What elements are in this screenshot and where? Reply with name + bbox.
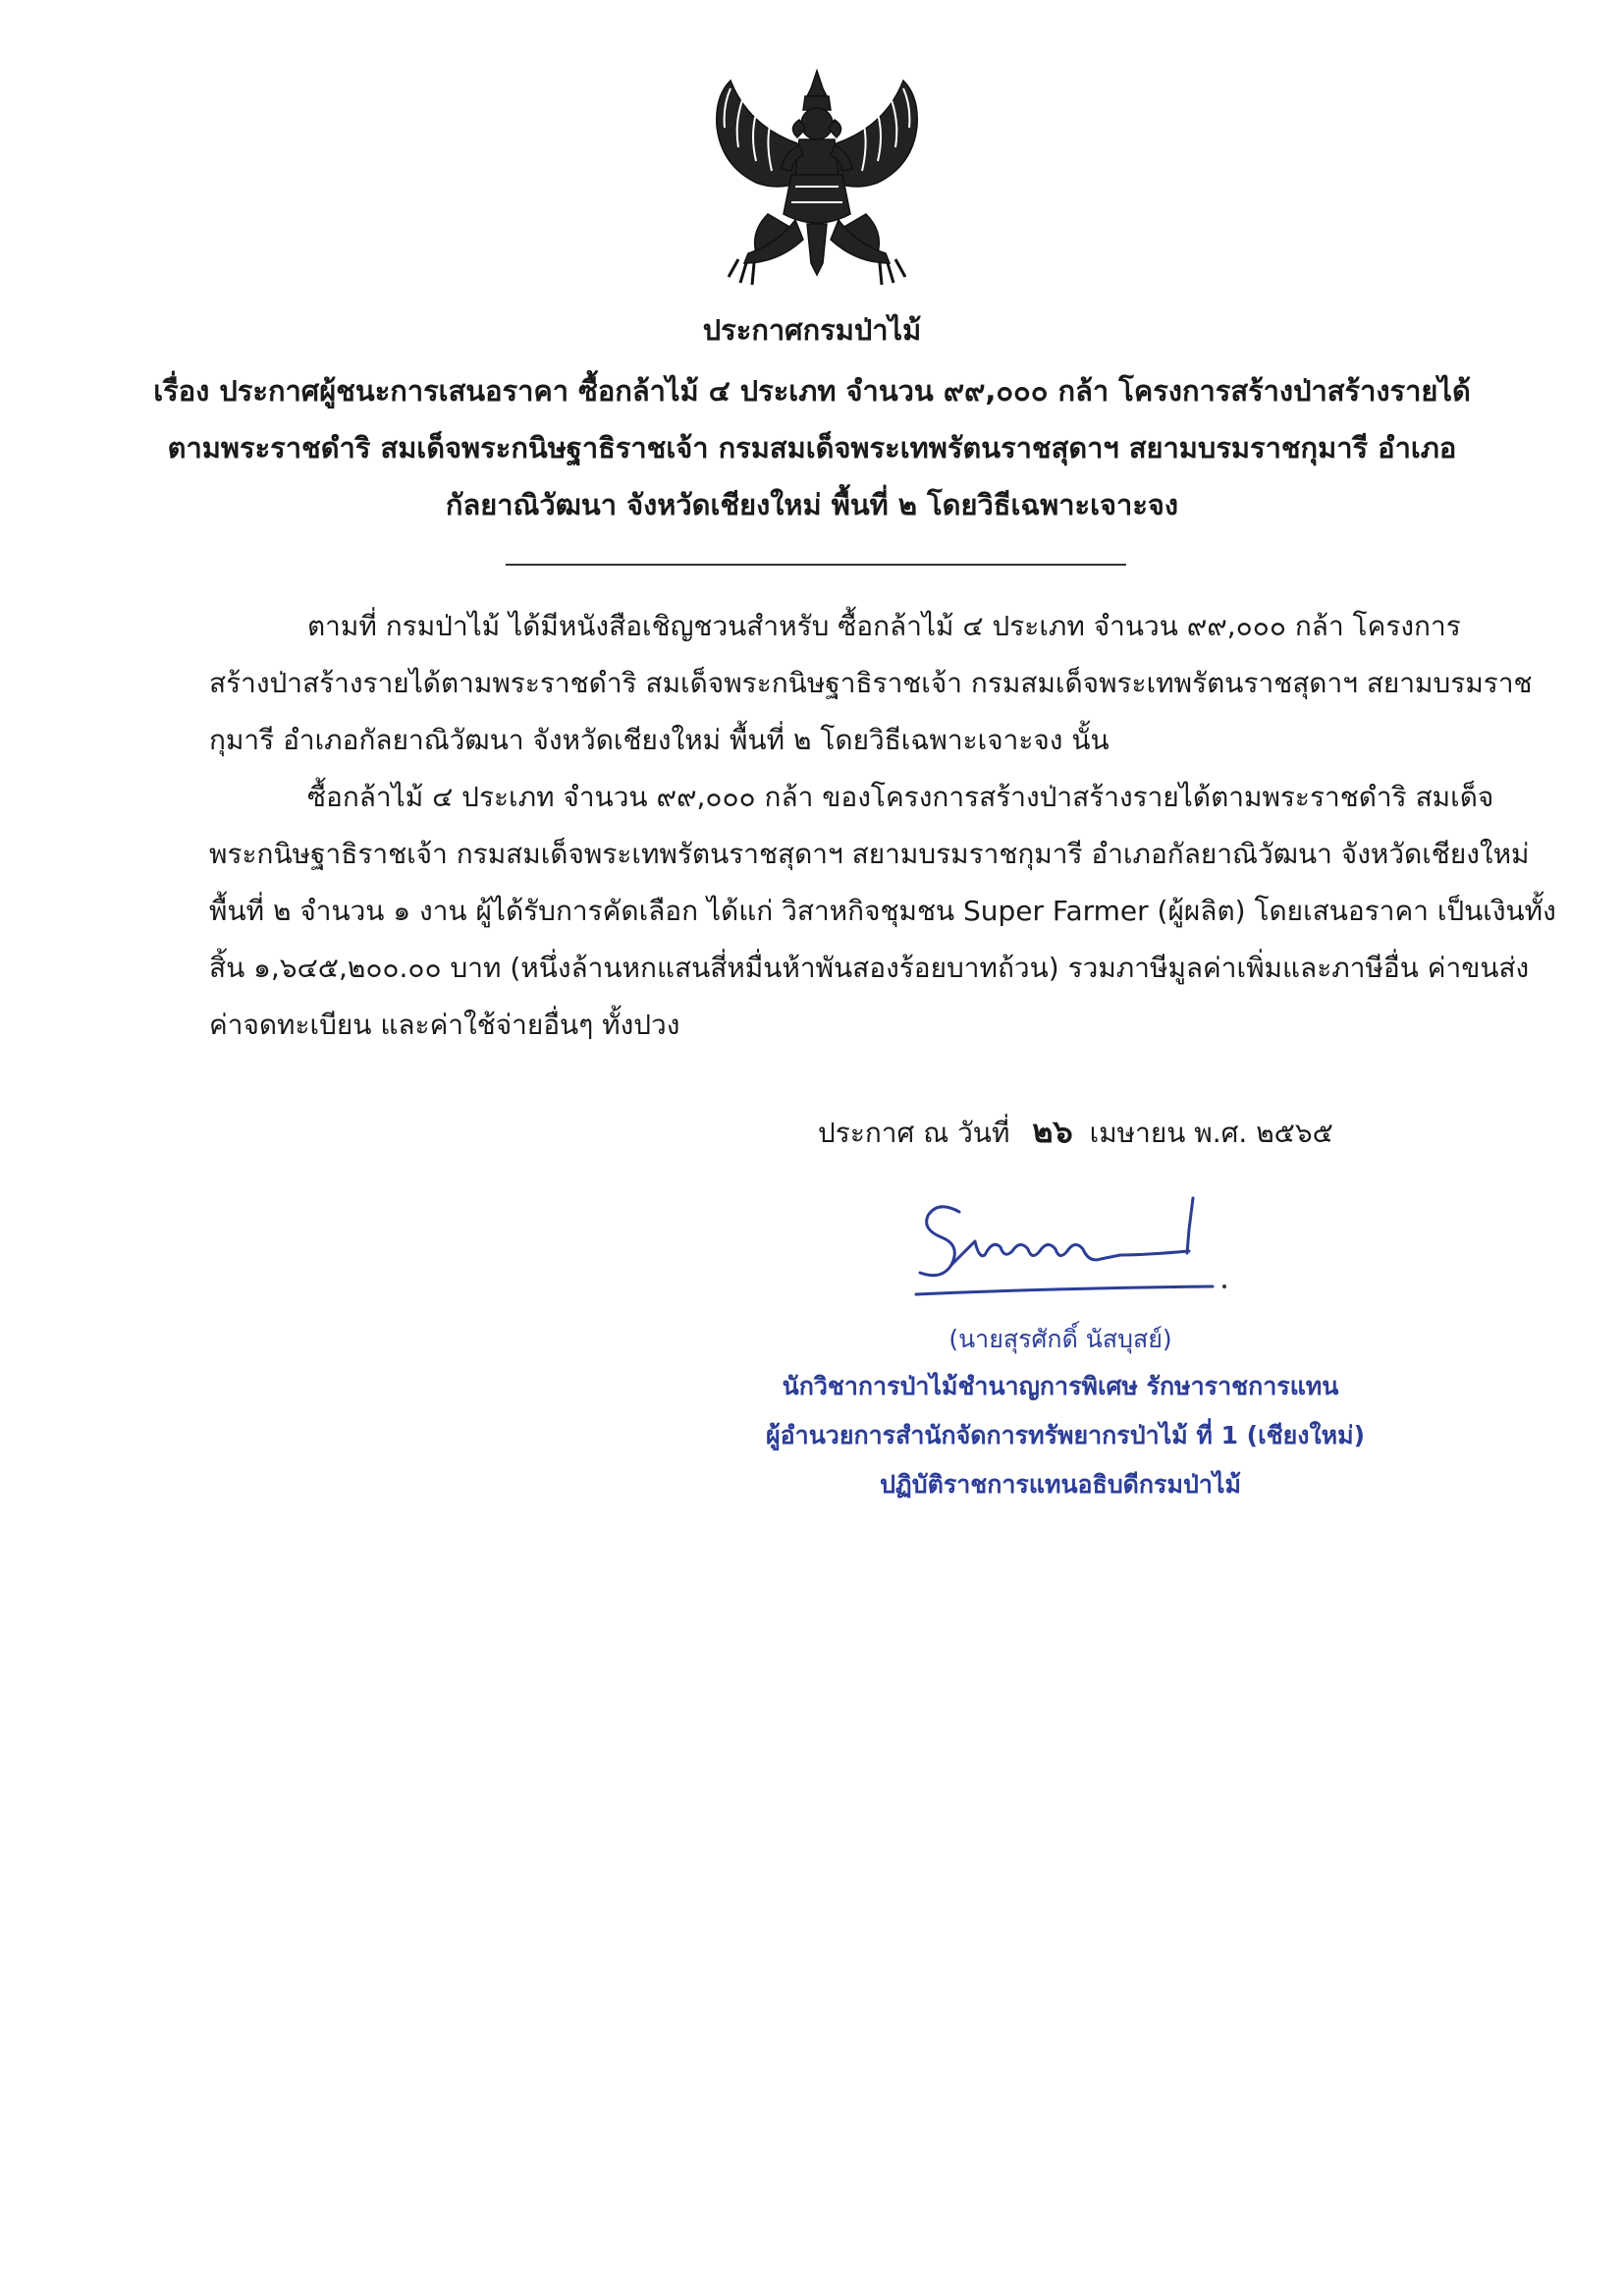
para1-line-2: สร้างป่าสร้างรายได้ตามพระราชดำริ สมเด็จพระกนิษฐาธิราชเจ้า กรมสมเด็จพระเทพรัตนราชสุดาฯ สยามบรมราช [209, 667, 1533, 699]
signatory-position-1: นักวิชาการป่าไม้ชำนาญการพิเศษ รักษาราชการแทน [782, 1372, 1339, 1400]
signatory-name: (นายสุรศักดิ์ นัสบุสย์) [948, 1325, 1172, 1353]
para2-line-4: สิ้น ๑,๖๔๕,๒๐๐.๐๐ บาท (หนึ่งล้านหกแสนสี่หมื่นห้าพันสองร้อยบาทถ้วน) รวมภาษีมูลค่าเพิ่มและภาษีอื่น ค่าขนส่ง [209, 952, 1530, 984]
header-divider [506, 564, 1126, 566]
signatory-position-2: ผู้อำนวยการสำนักจัดการทรัพยากรป่าไม้ ที่ 1 (เชียงใหม่) [766, 1421, 1366, 1449]
garuda-emblem-icon [709, 67, 925, 291]
date-prefix: ประกาศ ณ วันที่ [818, 1117, 1010, 1149]
para1-line-1: ตามที่ กรมป่าไม้ ได้มีหนังสือเชิญชวนสำหรับ ซื้อกล้าไม้ ๔ ประเภท จำนวน ๙๙,๐๐๐ กล้า โครงการ [307, 610, 1461, 642]
para2-line-3: พื้นที่ ๒ จำนวน ๑ งาน ผู้ได้รับการคัดเลือก ได้แก่ วิสาหกิจชุมชน Super Farmer (ผู้ผลิต) โดยเสนอราคา เป็นเงินทั้ง [209, 895, 1556, 927]
signatory-position-3: ปฏิบัติราชการแทนอธิบดีกรมป่าไม้ [880, 1470, 1241, 1499]
subject-line-2: ตามพระราชดำริ สมเด็จพระกนิษฐาธิราชเจ้า กรมสมเด็จพระเทพรัตนราชสุดาฯ สยามบรมราชกุมารี อำเภอ [167, 431, 1457, 465]
date-line [818, 1112, 1333, 1153]
org-title: ประกาศกรมป่าไม้ [702, 313, 922, 347]
para2-line-5: ค่าจดทะเบียน และค่าใช้จ่ายอื่นๆ ทั้งปวง [209, 1009, 680, 1041]
handwritten-signature [898, 1190, 1232, 1318]
subject-line-1: เรื่อง ประกาศผู้ชนะการเสนอราคา ซื้อกล้าไม้ ๔ ประเภท จำนวน ๙๙,๐๐๐ กล้า โครงการสร้างป่าสร้างรายได้ [153, 374, 1471, 408]
date-day: ๒๖ [1032, 1113, 1073, 1150]
para1-line-3: กุมารี อำเภอกัลยาณิวัฒนา จังหวัดเชียงใหม่ พื้นที่ ๒ โดยวิธีเฉพาะเจาะจง นั้น [209, 724, 1110, 756]
date-rest: เมษายน พ.ศ. ๒๕๖๕ [1089, 1117, 1333, 1149]
para2-line-2: พระกนิษฐาธิราชเจ้า กรมสมเด็จพระเทพรัตนราชสุดาฯ สยามบรมราชกุมารี อำเภอกัลยาณิวัฒนา จังหวัดเชียงใหม่ [209, 838, 1530, 870]
para2-line-1: ซื้อกล้าไม้ ๔ ประเภท จำนวน ๙๙,๐๐๐ กล้า ของโครงการสร้างป่าสร้างรายได้ตามพระราชดำริ สมเด็จ [307, 781, 1494, 813]
subject-line-3: กัลยาณิวัฒนา จังหวัดเชียงใหม่ พื้นที่ ๒ โดยวิธีเฉพาะเจาะจง [445, 488, 1179, 521]
